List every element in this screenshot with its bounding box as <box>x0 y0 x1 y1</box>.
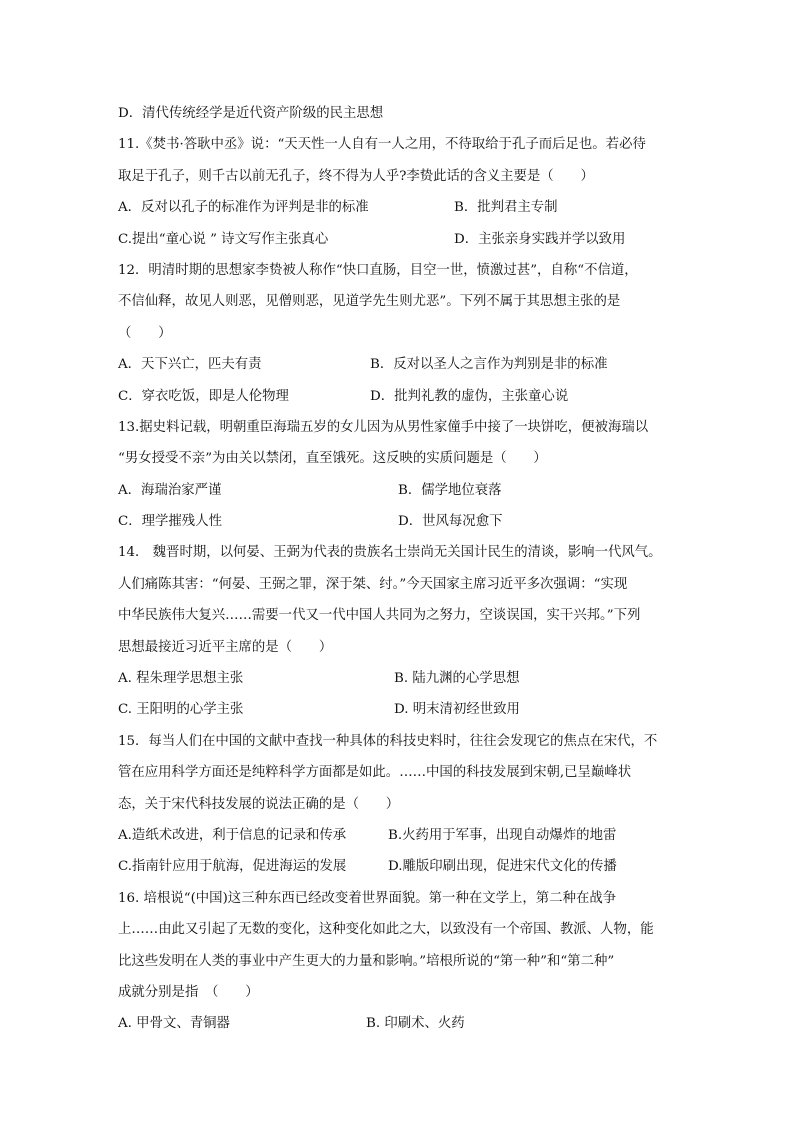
question-14 <box>118 537 678 725</box>
option-c: C. 王阳明的心学主张 <box>118 702 244 718</box>
options-row <box>118 694 678 725</box>
option-d: D．清代传统经学是近代资产阶级的民主思想 <box>118 106 384 121</box>
question-stem-line: 取足于孔子，则千古以前无孔子，终不得为人乎?李贽此话的含义主要是（ ） <box>118 168 594 184</box>
question-stem-line: 管在应用科学方面还是纯粹科学方面都是如此。……中国的科技发展到宋朝,已呈巅峰状 <box>118 765 632 781</box>
question-stem-line: “男女授受不亲”为由关以禁闭，直至饿死。这反映的实质问题是（ ） <box>118 451 547 467</box>
options-row <box>118 349 678 380</box>
question-16 <box>118 883 678 1040</box>
question-13 <box>118 412 678 538</box>
question-11 <box>118 129 678 255</box>
options-row <box>118 820 678 851</box>
option-d: D．批判礼教的虚伪，主张童心说 <box>370 388 569 404</box>
options-row <box>118 851 678 882</box>
question-stem-line: 人们痛陈其害：“何晏、王弼之罪，深于桀、纣。”今天国家主席习近平多次强调：“实现 <box>118 576 628 592</box>
option-b: B．儒学地位衰落 <box>398 482 502 498</box>
question-stem-line: 14． 魏晋时期，以何晏、王弼为代表的贵族名士崇尚无关国计民生的清谈，影响一代风气。 <box>118 545 662 561</box>
option-c: C.指南针应用于航海，促进海运的发展 <box>118 859 347 875</box>
option-b: B．反对以圣人之言作为判别是非的标准 <box>370 357 608 373</box>
question-stem-line: 12．明清时期的思想家李贽被人称作“快口直肠，目空一世，愤激过甚”，自称“不信道， <box>118 262 638 278</box>
question-stem-line: 16. 培根说“(中国)这三种东西已经改变着世界面貌。第一种在文学上，第二种在战争 <box>118 890 617 906</box>
options-row <box>118 475 678 506</box>
option-a: A．反对以孔子的标准作为评判是非的标准 <box>118 200 369 216</box>
option-a: A．海瑞治家严谨 <box>118 482 222 498</box>
option-c: C.提出“童心说 ” 诗文写作主张真心 <box>118 231 329 247</box>
option-c: C．理学摧残人性 <box>118 514 222 530</box>
option-a: A. 程朱理学思想主张 <box>118 671 244 687</box>
options-row <box>118 663 678 694</box>
options-row <box>118 224 678 255</box>
options-row <box>118 192 678 223</box>
exam-page <box>118 98 678 1040</box>
option-b: B. 印刷术、火药 <box>366 1016 465 1032</box>
question-stem-line: 11.《焚书·答耿中丞》说：“天天性一人自有一人之用，不待取给于孔子而后足也。若必待 <box>118 137 646 153</box>
question-10-tail <box>118 98 678 129</box>
question-stem-line: 15．每当人们在中国的文献中查找一种具体的科技史料时，往往会发现它的焦点在宋代，不 <box>118 733 658 749</box>
option-d: D．主张亲身实践并学以致用 <box>454 231 626 247</box>
question-stem-line: （ ） <box>118 325 172 341</box>
question-stem-line: 思想最接近习近平主席的是（ ） <box>118 639 333 655</box>
question-stem-line: 成就分别是指 （ ） <box>118 984 259 1000</box>
option-a: A. 甲骨文、青铜器 <box>118 1016 230 1032</box>
question-stem-line: 比这些发明在人类的事业中产生更大的力量和影响。”培根所说的“第一种”和“第二种” <box>118 953 615 969</box>
question-12 <box>118 255 678 412</box>
question-stem-line: 13.据史料记载，明朝重臣海瑞五岁的女儿因为从男性家僮手中接了一块饼吃，便被海瑞以 <box>118 419 649 435</box>
question-stem-line: 不信仙释，故见人则恶，见僧则恶，见道学先生则尤恶”。下列不属于其思想主张的是 <box>118 294 621 310</box>
option-d: D．世风每况愈下 <box>398 514 503 530</box>
options-row <box>118 506 678 537</box>
option-b: B.火药用于军事，出现自动爆炸的地雷 <box>388 827 617 843</box>
question-15 <box>118 726 678 883</box>
option-b: B．批判君主专制 <box>454 200 558 216</box>
options-row <box>118 381 678 412</box>
options-row <box>118 1008 678 1039</box>
options-row <box>118 98 678 129</box>
option-a: A.造纸术改进，利于信息的记录和传承 <box>118 827 347 843</box>
option-c: C．穿衣吃饭，即是人伦物理 <box>118 388 289 404</box>
question-stem-line: 态，关于宋代科技发展的说法正确的是（ ） <box>118 796 400 812</box>
question-stem-line: 中华民族伟大复兴……需要一代又一代中国人共同为之努力，空谈误国，实干兴邦。”下列 <box>118 608 641 624</box>
option-d: D.雕版印刷出现，促进宋代文化的传播 <box>388 859 617 875</box>
question-stem-line: 上……由此又引起了无数的变化，这种变化如此之大，以致没有一个帝国、教派、人物，能 <box>118 922 654 938</box>
option-a: A．天下兴亡，匹夫有责 <box>118 357 262 373</box>
option-d: D. 明末清初经世致用 <box>394 702 520 718</box>
option-b: B. 陆九渊的心学思想 <box>394 671 520 687</box>
